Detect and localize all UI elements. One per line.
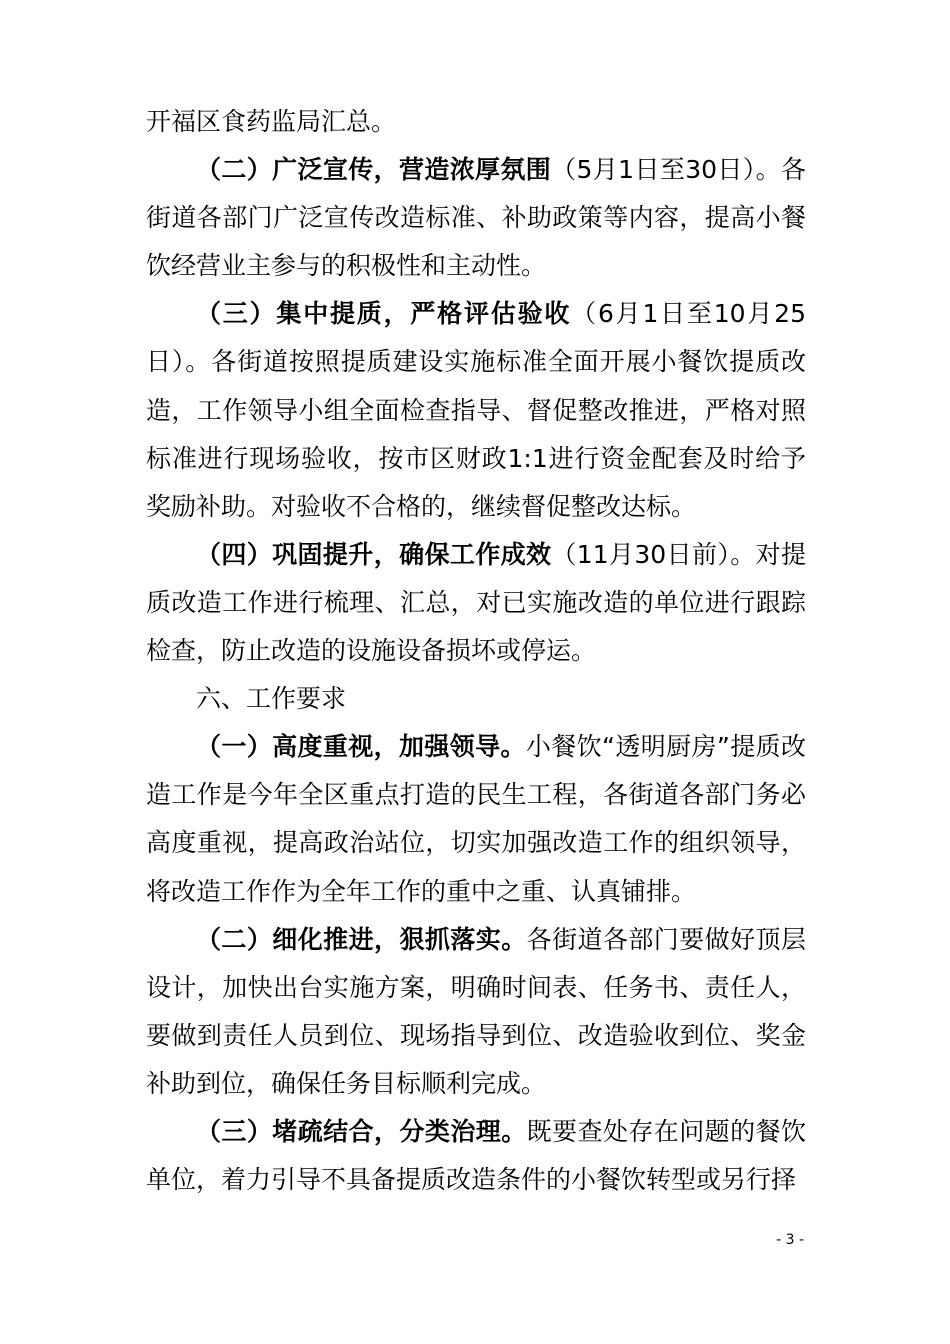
- requirement-body: 既要查处存在问题的餐饮单位，着力引导不具备提质改造条件的小餐饮转型或另行择: [146, 1116, 806, 1195]
- paragraph-phase-3: [146, 290, 806, 530]
- paragraph-body: （11月30日前）。对提质改造工作进行梳理、汇总，对已实施改造的单位进行跟踪检查，防止改造的设施设备损坏或停运。: [146, 539, 806, 666]
- requirement-bold-lead: （一）高度重视，加强领导。: [196, 732, 526, 762]
- requirement-1: [146, 723, 806, 915]
- section-title: 六、工作要求: [196, 684, 347, 714]
- paragraph-bold-lead: （四）巩固提升，确保工作成效: [196, 539, 552, 569]
- requirement-2: [146, 916, 806, 1108]
- requirement-3: [146, 1108, 806, 1204]
- paragraph-phase-4: [146, 531, 806, 675]
- paragraph-body: （6月1日至10月25日）。各街道按照提质建设实施标准全面开展小餐饮提质改造，工作领导小组全面检查指导、督促整改推进，严格对照标准进行现场验收，按市区财政1:1进行资金配套及时给予奖励补助。对验收不合格的，继续督促整改达标。: [146, 299, 806, 521]
- paragraph-bold-lead: （二）广泛宣传，营造浓厚氛围: [196, 155, 552, 185]
- page-number: - 3 -: [776, 1232, 804, 1248]
- paragraph-bold-lead: （三）集中提质，严格评估验收: [196, 299, 572, 329]
- paragraph-phase-2: [146, 146, 806, 290]
- requirement-bold-lead: （三）堵疏结合，分类治理。: [196, 1116, 527, 1146]
- requirement-body: 各街道各部门要做好顶层设计，加快出台实施方案，明确时间表、任务书、责任人，要做到责任人员到位、现场指导到位、改造验收到位、奖金补助到位，确保任务目标顺利完成。: [146, 924, 806, 1098]
- requirement-bold-lead: （二）细化推进，狠抓落实。: [196, 924, 527, 954]
- requirement-body: 小餐饮“透明厨房”提质改造工作是今年全区重点打造的民生工程，各街道各部门务必高度重视，提高政治站位，切实加强改造工作的组织领导，将改造工作作为全年工作的重中之重、认真铺排。: [146, 732, 806, 906]
- document-body: [146, 98, 806, 1204]
- paragraph-body: （5月1日至30日）。各街道各部门广泛宣传改造标准、补助政策等内容，提高小餐饮经营业主参与的积极性和主动性。: [146, 155, 806, 281]
- paragraph-continuation: [146, 98, 806, 146]
- paragraph-body: 开福区食药监局汇总。: [146, 107, 397, 136]
